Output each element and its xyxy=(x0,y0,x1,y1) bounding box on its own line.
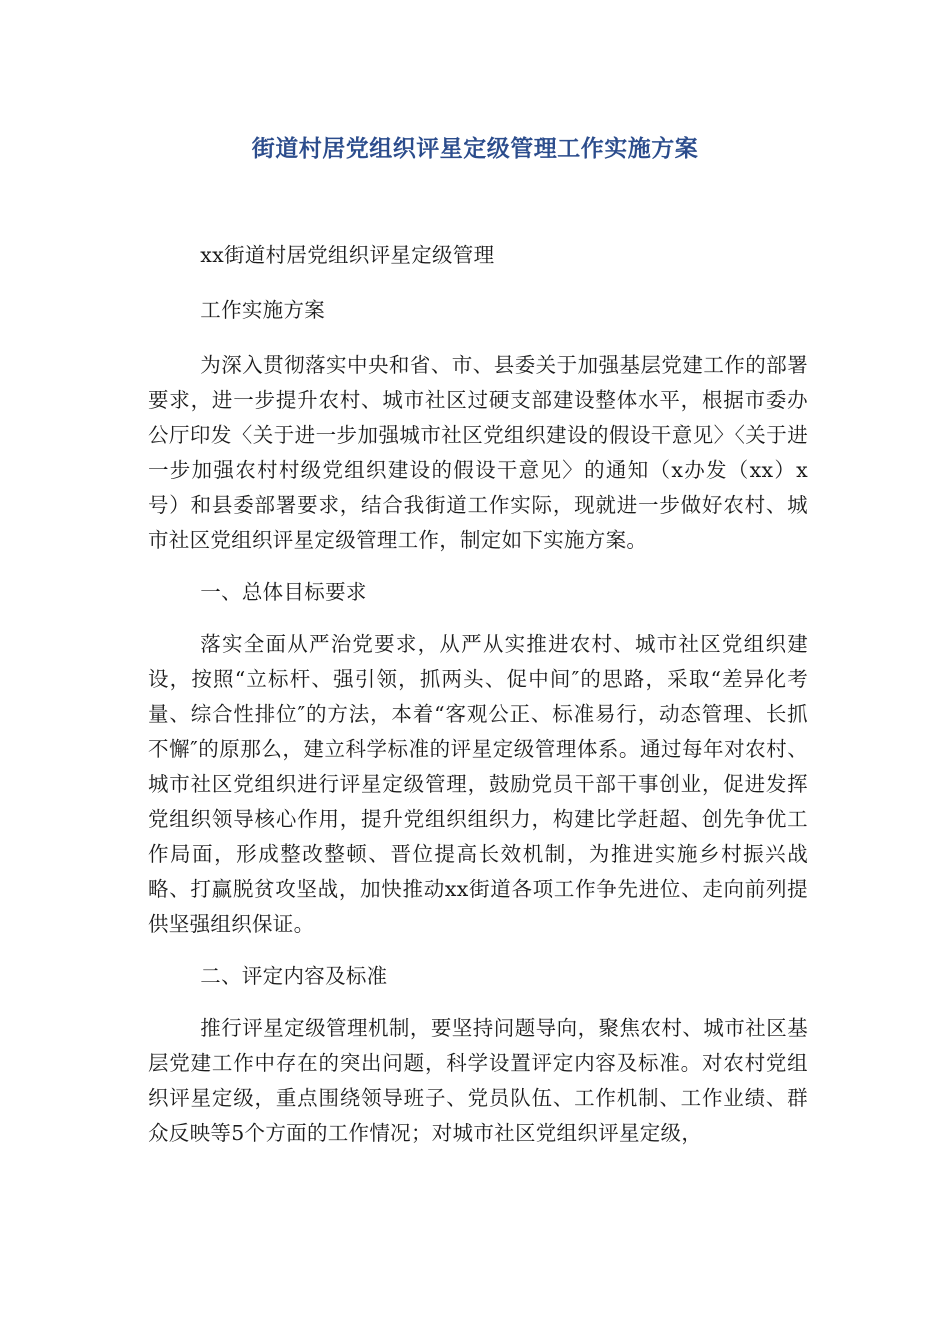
section-2-heading: 二、评定内容及标准 xyxy=(200,964,388,988)
document-body xyxy=(148,238,808,1151)
section-1-heading: 一、总体目标要求 xyxy=(200,580,367,604)
document-title: 街道村居党组织评星定级管理工作实施方案 xyxy=(251,136,699,162)
section-2-paragraph: 推行评星定级管理机制，要坚持问题导向，聚焦农村、城市社区基层党建工作中存在的突出问题，科学设置评定内容及标准。对农村党组织评星定级，重点围绕领导班子、党员队伍、工作机制、工作业绩、群众反映等5个方面的工作情况；对城市社区党组织评星定级， xyxy=(148,1016,808,1145)
intro-paragraph: 为深入贯彻落实中央和省、市、县委关于加强基层党建工作的部署要求，进一步提升农村、城市社区过硬支部建设整体水平，根据市委办公厅印发〈关于进一步加强城市社区党组织建设的假设干意见〉〈关于进一步加强农村村级党组织建设的假设干意见〉的通知（x办发（xx）x号）和县委部署要求，结合我街道工作实际，现就进一步做好农村、城市社区党组织评星定级管理工作，制定如下实施方案。 xyxy=(148,353,808,552)
subtitle-line-2: 工作实施方案 xyxy=(200,298,326,322)
section-1-paragraph: 落实全面从严治党要求，从严从实推进农村、城市社区党组织建设，按照“立标杆、强引领，抓两头、促中间″的思路，采取“差异化考量、综合性排位″的方法，本着“客观公正、标准易行，动态管理、长抓不懈″的原那么，建立科学标准的评星定级管理体系。通过每年对农村、城市社区党组织进行评星定级管理，鼓励党员干部干事创业，促进发挥党组织领导核心作用，提升党组织组织力，构建比学赶超、创先争优工作局面，形成整改整顿、晋位提高长效机制，为推进实施乡村振兴战略、打赢脱贫攻坚战，加快推动xx街道各项工作争先进位、走向前列提供坚强组织保证。 xyxy=(148,632,808,936)
subtitle-line-1: xx街道村居党组织评星定级管理 xyxy=(200,243,495,267)
